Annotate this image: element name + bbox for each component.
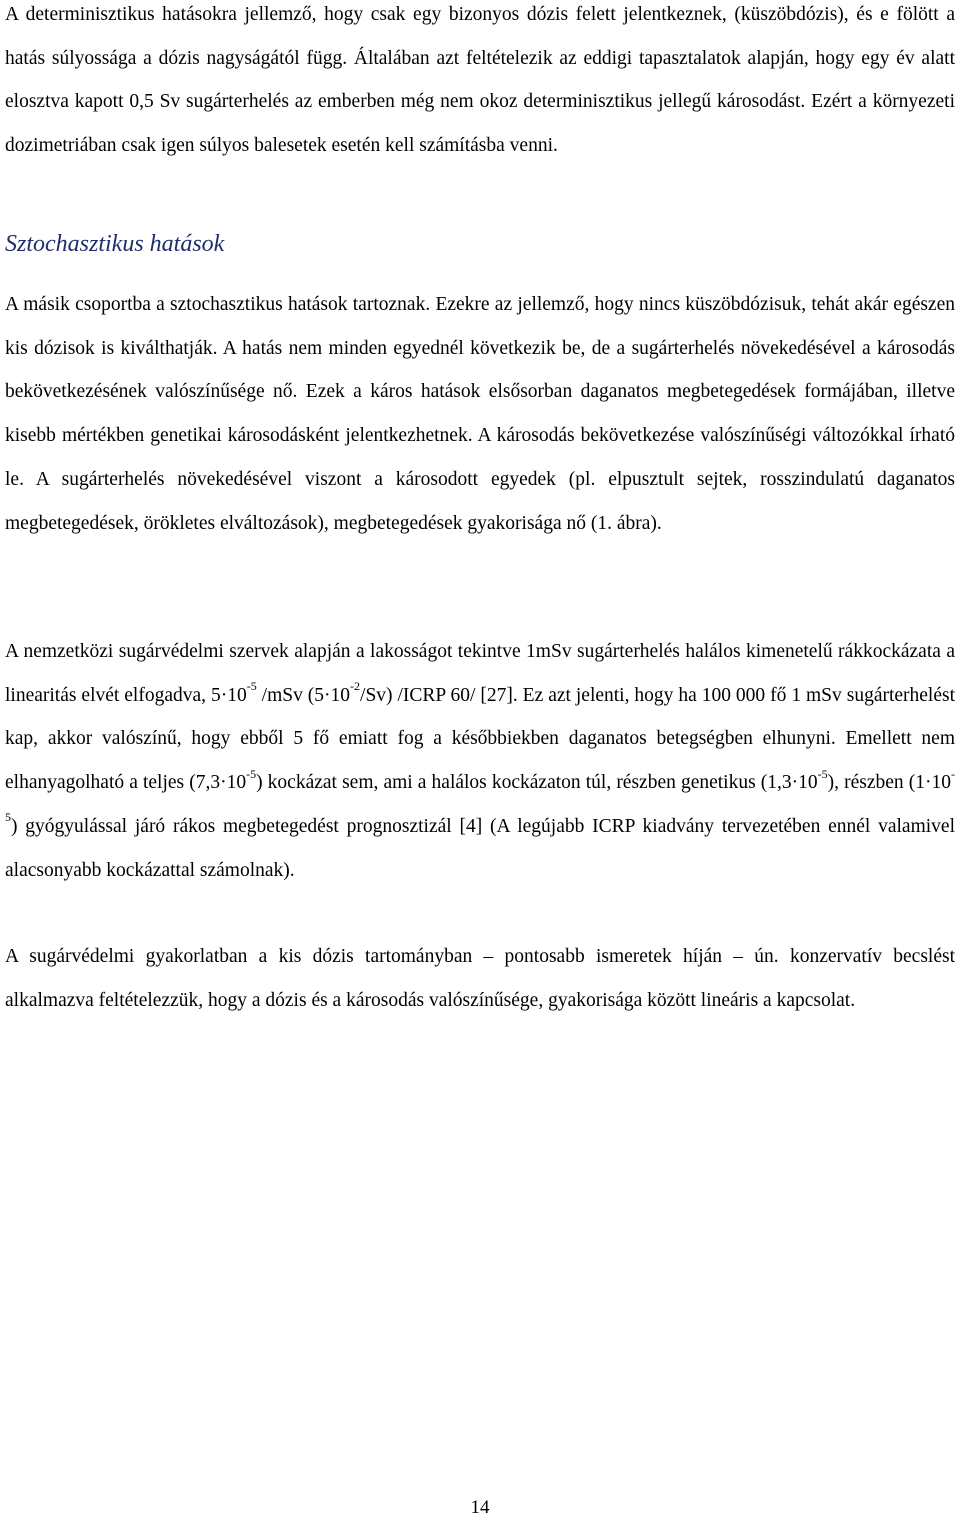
paragraph-stochastic-effects: A másik csoportba a sztochasztikus hatások tartoznak. Ezekre az jellemző, hogy nincs küszöbdózisuk, tehát akár egészen kis dózisok is kiválthatják. A hatás nem minden egyednél következik be, de a sugárterhelés növekedésével a károsodás bekövetkezésének valószínűsége nő. Ezek a káros hatások elsősorban daganatos megbetegedések formájában, illetve kisebb mértékben genetikai károsodásként jelentkezhetnek. A károsodás bekövetkezése valószínűségi változókkal írható le. A sugárterhelés növekedésével viszont a károsodott egyedek (pl. elpusztult sejtek, rosszindulatú daganatos megbetegedések, örökletes elváltozások), megbetegedések gyakorisága nő (1. ábra). <box>5 294 955 534</box>
text-segment: ) kockázat sem, ami a halálos kockázaton túl, részben genetikus (1,3·10 <box>256 772 818 794</box>
exponent: -2 <box>350 679 361 694</box>
page-number: 14 <box>470 1497 490 1518</box>
exponent: -5 <box>817 766 828 781</box>
text-segment: ) gyógyulással járó rákos megbetegedést prognosztizál [4] (A legújabb ICRP kiadvány tervezetében ennél valamivel alacsonyabb kockázattal számolnak). <box>5 815 955 881</box>
paragraph-cancer-risk <box>5 630 955 892</box>
paragraph-linear-assumption: A sugárvédelmi gyakorlatban a kis dózis tartományban – pontosabb ismeretek híján – ún. konzervatív becslést alkalmazva feltételezzük, hogy a dózis és a károsodás valószínűsége, gyakorisága között lineáris a kapcsolat. <box>5 946 955 1011</box>
exponent: -5 <box>246 679 257 694</box>
section-heading-stochastic-effects: Sztochasztikus hatások <box>5 231 225 257</box>
text-segment: A nemzetközi sugárvédelmi szervek alapján a lakosságot tekintve 1mSv sugárterhelés halálos kimenetelű rákkockázata a linearitás elvét elfogadva, 5·10 <box>5 641 955 706</box>
paragraph-deterministic-effects: A determinisztikus hatásokra jellemző, hogy csak egy bizonyos dózis felett jelentkeznek, (küszöbdózis), és e fölött a hatás súlyossága a dózis nagyságától függ. Általában azt feltételezik az eddigi tapasztalatok alapján, hogy egy év alatt elosztva kapott 0,5 Sv sugárterhelés az emberben még nem okoz determinisztikus jellegű károsodást. Ezért a környezeti dozimetriában csak igen súlyos balesetek esetén kell számításba venni. <box>5 4 955 157</box>
text-segment: ), részben (1·10 <box>827 772 952 794</box>
text-segment: /mSv (5·10 <box>256 684 351 706</box>
text-segment: /Sv) /ICRP 60/ [27]. Ez azt jelenti, hogy ha 100 000 fő 1 mSv sugárterhelést kap, akkor valószínű, hogy ebből 5 fő emiatt fog a későbbiekben daganatos betegségben elhunyni. Emellett nem elhanyagolható a teljes (7,3·10 <box>5 684 956 794</box>
exponent: -5 <box>5 766 956 825</box>
exponent: -5 <box>246 766 257 781</box>
